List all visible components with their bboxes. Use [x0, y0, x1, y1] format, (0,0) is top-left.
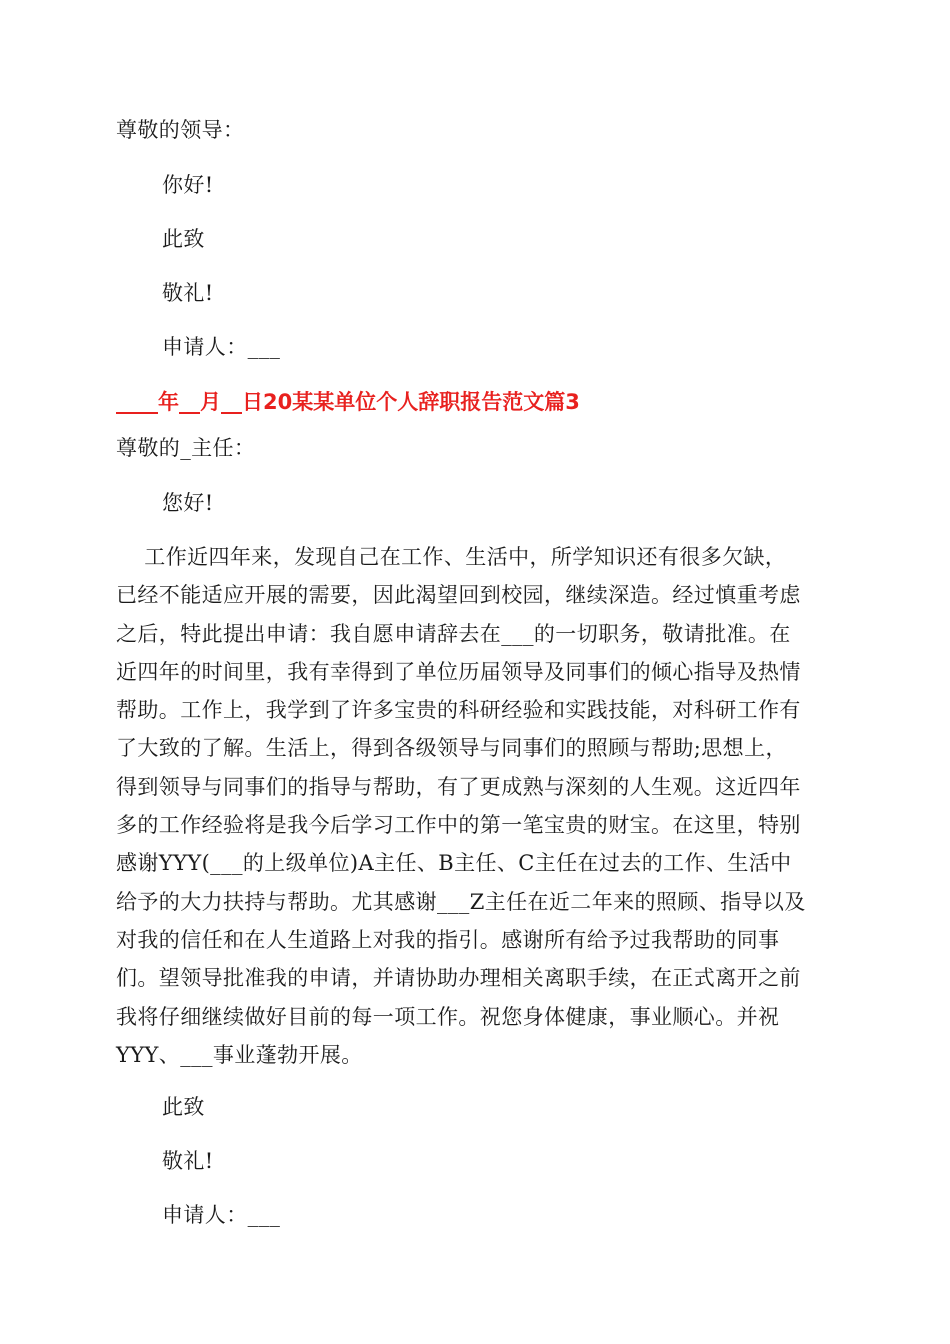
- body-line: 给予的大力扶持与帮助。尤其感谢___Z主任在近二年来的照顾、指导以及: [116, 889, 806, 914]
- body-line: 我将仔细继续做好目前的每一项工作。祝您身体健康，事业顺心。并祝: [116, 1004, 780, 1029]
- body-line: 得到领导与同事们的指导与帮助，有了更成熟与深刻的人生观。这近四年: [116, 774, 801, 799]
- closing-2: 敬礼!: [162, 281, 214, 305]
- body-line: 感谢YYY(___的上级单位)A主任、B主任、C主任在过去的工作、生活中: [116, 851, 792, 876]
- body-paragraph: [116, 543, 846, 1079]
- body-line: 多的工作经验将是我今后学习工作中的第一笔宝贵的财宝。在这里，特别: [116, 813, 801, 838]
- body-line: 近四年的时间里，我有幸得到了单位历届领导及同事们的倾心指导及热情: [116, 659, 801, 684]
- salutation-2: 尊敬的_主任：: [116, 436, 256, 460]
- body-line: 之后，特此提出申请：我自愿申请辞去在___的一切职务，敬请批准。在: [116, 621, 791, 646]
- body-line: 了大致的了解。生活上，得到各级领导与同事们的照顾与帮助;思想上，: [116, 736, 787, 761]
- salutation-1: 尊敬的领导：: [116, 118, 245, 142]
- body-line: YYY、___事业蓬勃开展。: [116, 1042, 363, 1067]
- closing-4: 敬礼!: [162, 1149, 214, 1173]
- applicant-2: 申请人：___: [162, 1203, 281, 1227]
- body-line: 们。望领导批准我的申请，并请协助办理相关离职手续，在正式离开之前: [116, 966, 801, 991]
- closing-3: 此致: [162, 1095, 205, 1119]
- body-line: 帮助。工作上，我学到了许多宝贵的科研经验和实践技能，对科研工作有: [116, 698, 801, 723]
- closing-1: 此致: [162, 227, 205, 251]
- body-line: 对我的信任和在人生道路上对我的指引。感谢所有给予过我帮助的同事: [116, 927, 780, 952]
- body-line: 工作近四年来，发现自己在工作、生活中，所学知识还有很多欠缺，: [116, 545, 787, 569]
- greeting-2: 您好!: [162, 491, 214, 515]
- section-heading: ____年__月__日20某某单位个人辞职报告范文篇3: [116, 390, 580, 414]
- body-line: 已经不能适应开展的需要，因此渴望回到校园，继续深造。经过慎重考虑: [116, 583, 801, 608]
- greeting-1: 你好!: [162, 173, 214, 197]
- applicant-1: 申请人：___: [162, 335, 281, 359]
